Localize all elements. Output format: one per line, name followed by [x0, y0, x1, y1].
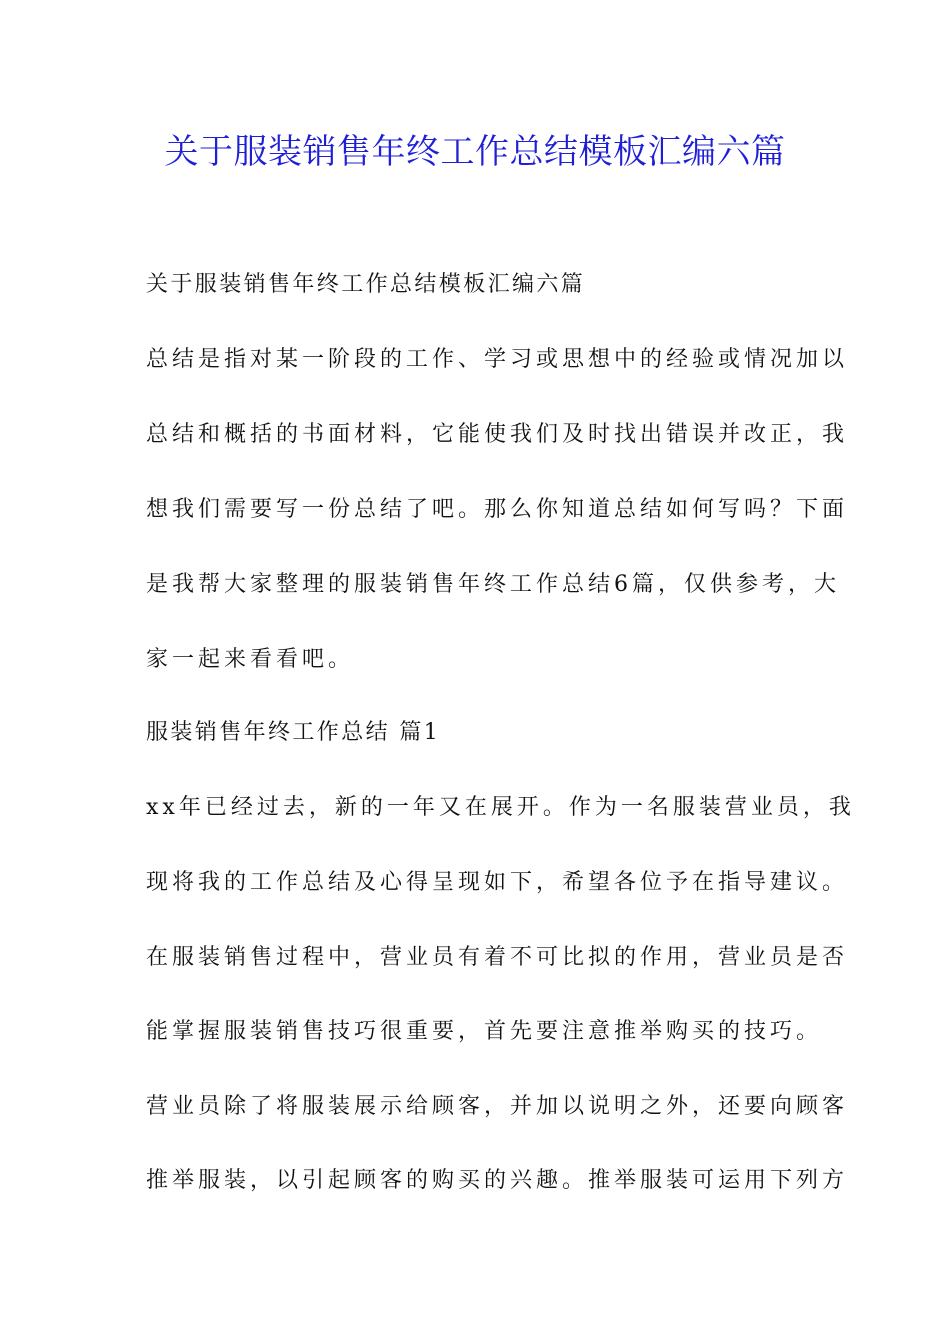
paragraph-line: 家一起来看看吧。: [146, 647, 355, 672]
paragraph-line: 推举服装，以引起顾客的购买的兴趣。推举服装可运用下列方: [146, 1168, 849, 1193]
paragraph-line: 总结和概括的书面材料，它能使我们及时找出错误并改正，我: [146, 422, 849, 447]
paragraph-line: 想我们需要写一份总结了吧。那么你知道总结如何写吗？下面: [146, 497, 849, 522]
paragraph-line: 在服装销售过程中，营业员有着不可比拟的作用，营业员是否: [146, 945, 849, 970]
paragraph-line: 能掌握服装销售技巧很重要，首先要注意推举购买的技巧。: [146, 1019, 823, 1044]
paragraph-line: 总结是指对某一阶段的工作、学习或思想中的经验或情况加以: [146, 347, 849, 372]
subtitle-line: 关于服装销售年终工作总结模板汇编六篇: [146, 272, 586, 297]
paragraph-line: 是我帮大家整理的服装销售年终工作总结6篇，仅供参考，大: [146, 572, 840, 597]
paragraph-line: 现将我的工作总结及心得呈现如下，希望各位予在指导建议。: [146, 870, 849, 895]
document-title: 关于服装销售年终工作总结模板汇编六篇: [164, 132, 786, 172]
section-heading: 服装销售年终工作总结 篇1: [146, 720, 441, 745]
paragraph-line: xx年已经过去，新的一年又在展开。作为一名服装营业员，我: [146, 795, 855, 820]
paragraph-line: 营业员除了将服装展示给顾客，并加以说明之外，还要向顾客: [146, 1094, 849, 1119]
